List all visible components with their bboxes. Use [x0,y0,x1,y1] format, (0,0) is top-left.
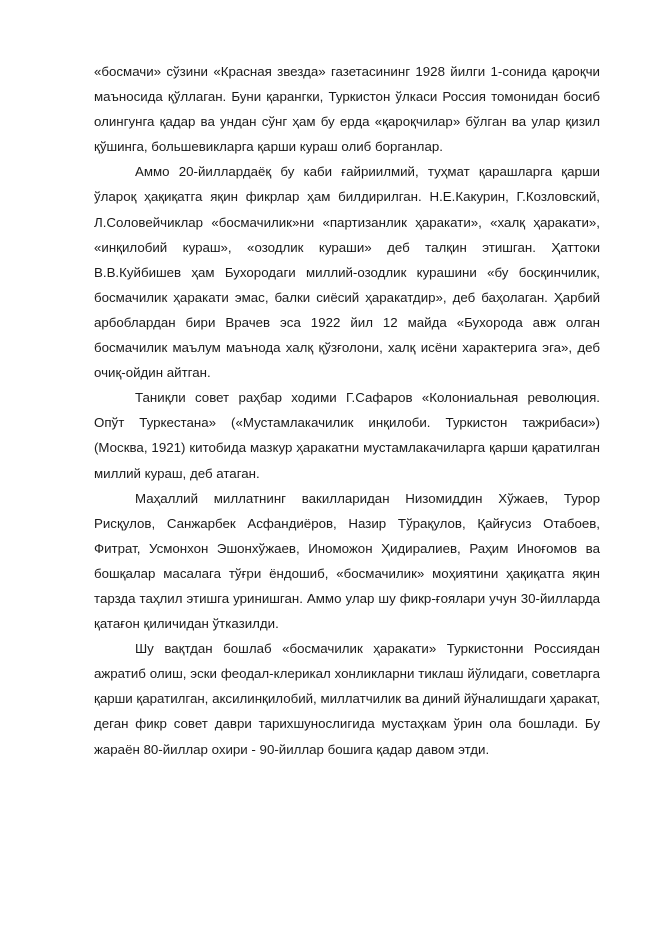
document-page [94,59,600,762]
paragraph-4: Маҳаллий миллатнинг вакилларидан Низомиддин Хўжаев, Турор Рисқулов, Санжарбек Асфандиёров, Назир Тўрақулов, Қайғусиз Отабоев, Фитрат, Усмонхон Эшонхўжаев, Иноможон Ҳидиралиев, Раҳим Иноғомов ва бошқалар масалага тўғри ёндошиб, «босмачилик» моҳиятини ҳақиқатга яқин тарзда таҳлил этишга уринишган. Аммо улар шу фикр-ғоялари учун 30-йилларда қатағон қиличидан ўтказилди. [94,490,600,632]
paragraph-1: «босмачи» сўзини «Красная звезда» газетасининг 1928 йилги 1-сонида қароқчи маъносида қўллаган. Буни қарангки, Туркистон ўлкаси Россия томонидан босиб олингунга қадар ва ундан сўнг ҳам бу ерда «қароқчилар» бўлган ва улар қизил қўшинга, большевикларга қарши кураш олиб борганлар. [94,64,600,155]
paragraph-3: Таниқли совет раҳбар ходими Г.Сафаров «Колониальная революция. Опўт Туркестана» («Мустамлакачилик инқилоби. Туркистон тажрибаси») (Москва, 1921) китобида мазкур ҳаракатни мустамлакачиларга қарши қаратилган миллий кураш, деб атаган. [94,390,600,481]
paragraph-5: Шу вақтдан бошлаб «босмачилик ҳаракати» Туркистонни Россиядан ажратиб олиш, эски феодал-клерикал хонликларни тиклаш йўлидаги, советларга қарши қаратилган, аксилинқилобий, миллатчилик ва диний йўналишдаги ҳаракат, деган фикр совет даври тарихшунослигида мустаҳкам ўрин ола бошлади. Бу жараён 80-йиллар охири - 90-йиллар бошига қадар давом этди. [94,641,601,757]
paragraph-2: Аммо 20-йиллардаёқ бу каби ғайриилмий, туҳмат қарашларга қарши ўлароқ ҳақиқатга яқин фикрлар ҳам билдирилган. Н.Е.Какурин, Г.Козловский, Л.Соловейчиклар «босмачилик»ни «партизанлик ҳаракати», «халқ ҳаракати», «инқилобий кураш», «озодлик кураши» деб талқин этишган. Ҳаттоки В.В.Куйбишев ҳам Бухородаги миллий-озодлик курашини «бу босқинчилик, босмачилик ҳаракати эмас, балки сиёсий ҳаракатдир», деб баҳолаган. Ҳарбий арбоблардан бири Врачев эса 1922 йил 12 майда «Бухорода авж олган босмачилик маълум маънода халқ қўзғолони, халқ исёни характерига эга», деб очиқ-ойдин айтган. [94,164,600,381]
